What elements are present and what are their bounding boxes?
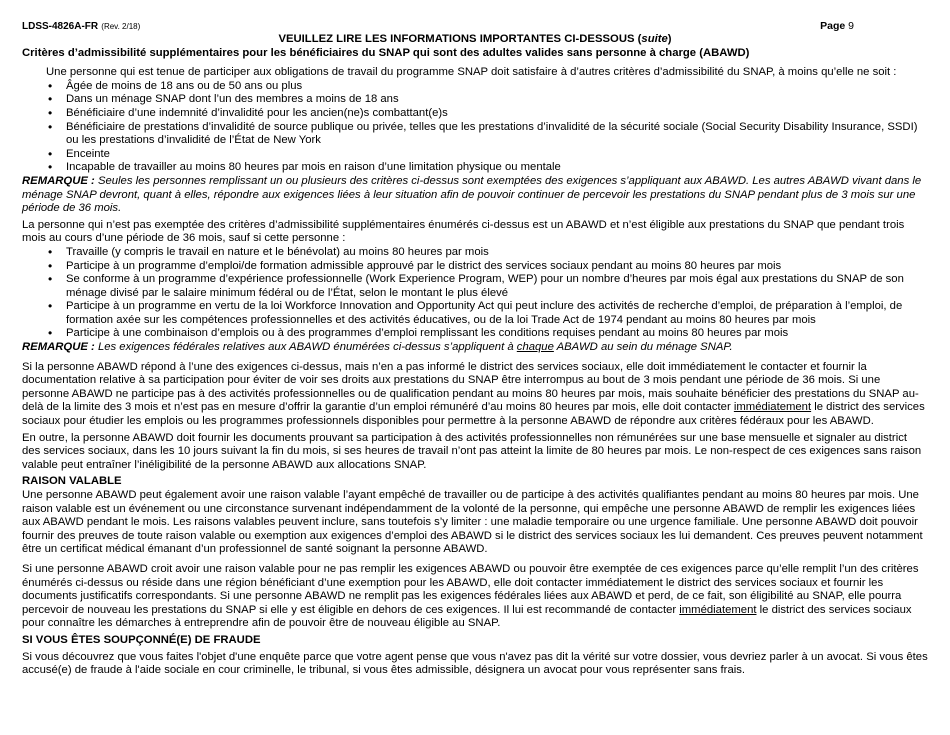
list-item: • Se conforme à un programme d’expérience professionnelle (Work Experience Program, WEP) pour un nombre d’heures par mois égal aux prestations du SNAP de son ménage divisé par le salaire minimum fédéral ou de l’État, selon le montant le plus élevé — [66, 273, 928, 300]
list-item: • Dans un ménage SNAP dont l’un des membres a moins de 18 ans — [66, 93, 928, 107]
heading-raison-valable: RAISON VALABLE — [22, 475, 122, 488]
work-requirements-list — [22, 246, 928, 341]
exemption-list — [22, 80, 928, 175]
form-number: LDSS-4826A-FR (Rev. 2/18) — [22, 21, 141, 32]
section-subtitle: Critères d’admissibilité supplémentaires pour les bénéficiaires du SNAP qui sont des adultes valides sans personne à charge (ABAWD) — [22, 46, 750, 59]
page-header — [22, 20, 928, 33]
list-item: • Bénéficiaire de prestations d’invalidité de source publique ou privée, telles que les prestations d’invalidité de la sécurité sociale (Social Security Disability Insurance, SSDI) ou les prestations d’invalidité de l’État de New York — [66, 121, 928, 148]
list-item: • Participe à un programme en vertu de la loi Workforce Innovation and Opportunity Act qui peut inclure des activités de recherche d’emploi, de préparation à l’emploi, de formation axée sur les compétences professionnelles et des activités éducatives, ou de la loi Trade Act de 1974 pendant au moins 80 heures par mois — [66, 300, 928, 327]
good-cause-paragraph: Une personne ABAWD peut également avoir une raison valable l’ayant empêché de travailler ou de participe à des activités qualifiantes pendant au moins 80 heures par mois. Une raison valable est un événement ou une circonstance survenant indépendamment de la volonté de la personne, qui empêche une personne ABAWD de remplir les exigences liées aux ABAWD pendant le mois. Les raisons valables peuvent inclure, sans toutefois s’y limiter : une maladie temporaire ou une urgence familiale. Une personne ABAWD doit pouvoir fournir des preuves de toute raison valable ou exemption aux exigences d’emploi des ABAWD si le district des services sociaux les lui demandent. Ces preuves peuvent notamment être un certificat médical émanant d’un professionnel de santé soignant la personne ABAWD. — [22, 489, 923, 556]
page-title: VEUILLEZ LIRE LES INFORMATIONS IMPORTANTES CI-DESSOUS (suite) — [278, 33, 672, 45]
list-item: • Âgée de moins de 18 ans ou de 50 ans ou plus — [66, 80, 928, 94]
exemption-contact-paragraph: Si une personne ABAWD croit avoir une raison valable pour ne pas remplir les exigences ABAWD ou pouvoir être exemptée de ces exigences parce qu’elle remplit l’un des critères énumérés ci-dessus ou réside dans une région bénéficiant d’une exemption pour les ABAWD, elle doit contacter immédiatement le district des services sociaux et fournir les documents justificatifs correspondants. Si une personne ABAWD ne remplit pas les exigences fédérales liées aux ABAWD et perd, de ce fait, son éligibilité au SNAP, elle pourra percevoir de nouveau les prestations du SNAP si elle y est éligible en dehors de ces exigences. Il lui est recommandé de contacter immédiatement le district des services sociaux pour connaître les démarches à entreprendre afin de pouvoir être de nouveau éligible au SNAP. — [22, 562, 919, 630]
heading-fraude: SI VOUS ÊTES SOUPÇONNÉ(E) DE FRAUDE — [22, 633, 261, 646]
page-number: Page 9 — [820, 20, 854, 32]
contact-paragraph: Si la personne ABAWD répond à l’une des exigences ci-dessus, mais n’en a pas informé le district des services sociaux, elle doit immédiatement le contacter et fournir la documentation relative à sa participation pour éviter de voir ses droits aux prestations du SNAP être interrompus au bout de 3 mois pendant une période de 36 mois. Si une personne ABAWD ne participe pas à des activités professionnelles ou de qualification pendant au moins 80 heures par mois, mais souhaite bénéficier des prestations du SNAP au-delà de la limite des 3 mois et n’est pas en mesure d’offrir la garantie d’un emploi rémunéré d’au moins 80 heures par mois, elle doit contacter immédiatement le district des services sociaux pour étudier les emplois ou les programmes professionnels disponibles pour permettre à la personne ABAWD de répondre aux critères fédéraux pour les ABAWD. — [22, 360, 925, 428]
remark-federal: REMARQUE : Les exigences fédérales relatives aux ABAWD énumérées ci-dessus s’appliquent à chaque ABAWD au sein du ménage SNAP. — [22, 341, 733, 354]
list-item: • Incapable de travailler au moins 80 heures par mois en raison d’une limitation physique ou mentale — [66, 161, 928, 175]
list-item: • Enceinte — [66, 148, 928, 162]
intro-paragraph: Une personne qui est tenue de participer aux obligations de travail du programme SNAP doit satisfaire à d’autres critères d’admissibilité du SNAP, à moins qu’elle ne soit : — [46, 66, 897, 79]
list-item: • Participe à une combinaison d’emplois ou à des programmes d’emploi remplissant les conditions requises pendant au moins 80 heures par mois — [66, 327, 928, 341]
documentation-paragraph: En outre, la personne ABAWD doit fournir les documents prouvant sa participation à des activités professionnelles non rémunérées sur une base mensuelle et signaler au district des services sociaux, dans les 10 jours suivant la fin du mois, si ses heures de travail n’ont pas atteint la limite de 80 heures par mois. Le non-respect de ces exigences sans raison valable peut entraîner l’inéligibilité de la personne ABAWD aux allocations SNAP. — [22, 431, 922, 471]
fraud-paragraph: Si vous découvrez que vous faites l'objet d'une enquête parce que votre agent pense que vous n'avez pas dit la vérité sur votre dossier, vous devriez parler à un avocat. Si vous êtes accusé(e) de fraude à l'aide sociale en cour criminelle, le tribunal, si vous êtes admissible, désignera un avocat pour vous représenter sans frais. — [22, 650, 928, 677]
remark-exemptions: REMARQUE : Seules les personnes remplissant un ou plusieurs des critères ci-dessus sont exemptées des exigences s’appliquant aux ABAWD. Les autres ABAWD vivant dans le ménage SNAP devront, quant à elles, répondre aux exigences liées à leur situation afin de pouvoir continuer de percevoir les prestations du SNAP pendant plus de 3 mois sur une période de 36 mois. — [22, 174, 922, 215]
list-item: • Travaille (y compris le travail en nature et le bénévolat) au moins 80 heures par mois — [66, 246, 928, 260]
list-item: • Participe à un programme d’emploi/de formation admissible approuvé par le district des services sociaux pendant au moins 80 heures par mois — [66, 260, 928, 274]
abawd-paragraph: La personne qui n’est pas exemptée des critères d’admissibilité supplémentaires énumérés ci-dessus est un ABAWD et n’est éligible aux prestations du SNAP que pendant trois mois au cours d’une période de 36 mois, sauf si cette personne : — [22, 218, 905, 245]
list-item: • Bénéficiaire d’une indemnité d’invalidité pour les ancien(ne)s combattant(e)s — [66, 107, 928, 121]
form-revision: (Rev. 2/18) — [101, 22, 141, 31]
